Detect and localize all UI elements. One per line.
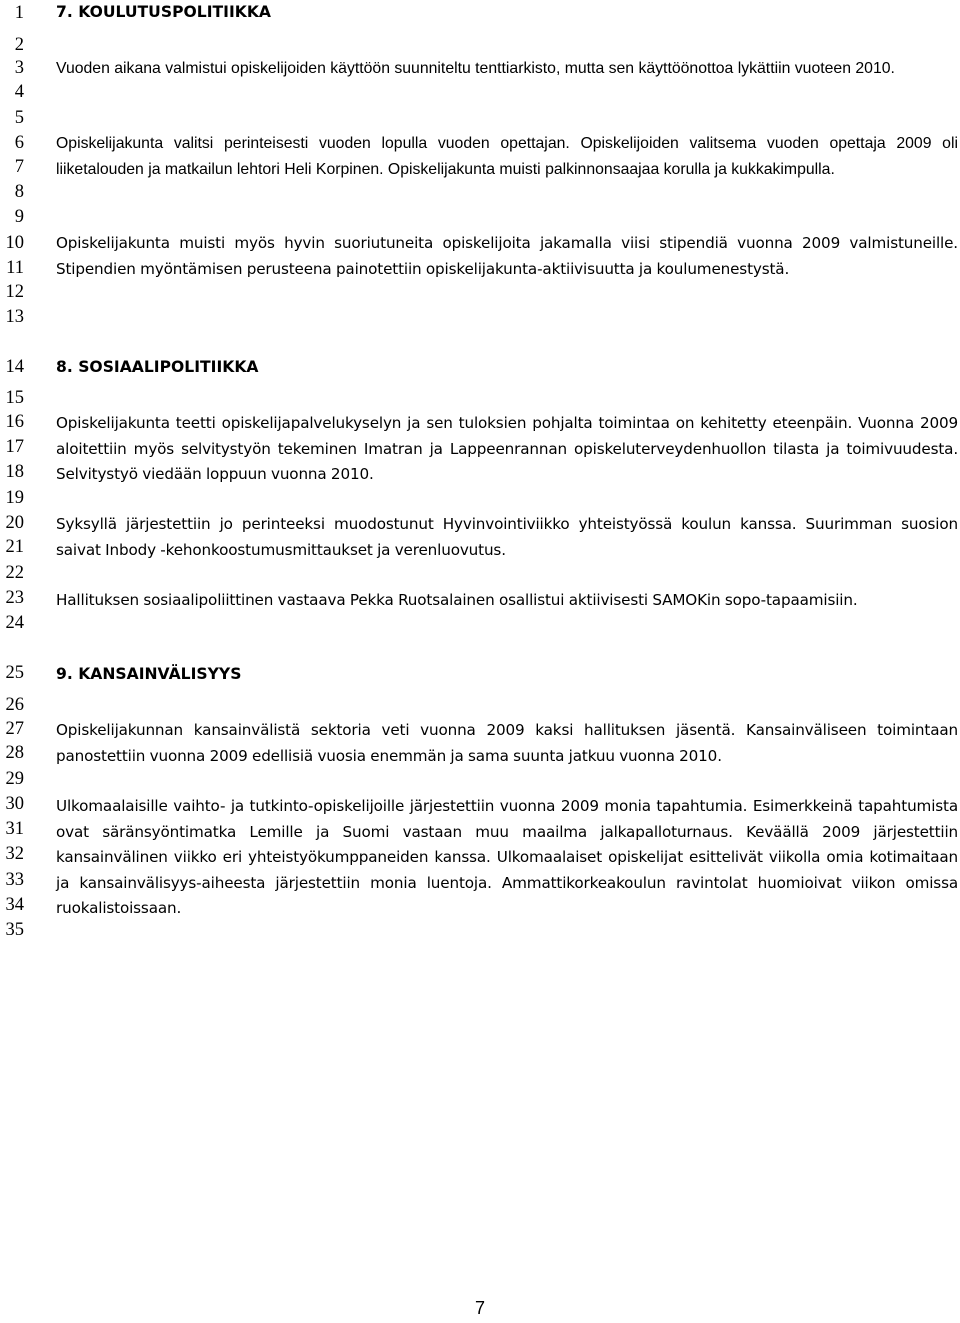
section-heading-sosiaalipolitiikka: 8. SOSIAALIPOLITIIKKA: [56, 358, 259, 376]
paragraph: Hallituksen sosiaalipoliittinen vastaava Pekka Ruotsalainen osallistui aktiivisesti SAMOKin sopo-tapaamisiin.: [56, 591, 858, 609]
page-number: 7: [474, 1298, 485, 1318]
line-number: 30: [5, 794, 24, 814]
line-number: 27: [5, 719, 24, 739]
line-number: 4: [14, 82, 24, 102]
line-number: 32: [5, 844, 24, 864]
line-number: 15: [5, 388, 24, 408]
line-number: 23: [5, 588, 24, 608]
line-number: 28: [5, 743, 24, 763]
line-number: 3: [14, 58, 24, 78]
line-number: 1: [14, 3, 24, 23]
paragraph: Opiskelijakunta teetti opiskelijapalvelukyselyn ja sen tuloksien pohjalta toimintaa on kehitetty eteenpäin. Vuonna 2009 aloitettiin myös selvitystyön tekeminen Imatran ja Lappeenrannan opiskeluterveydenhuollon tilasta ja toimivuudesta. Selvitystyö viedään loppuun vuonna 2010.: [56, 414, 958, 483]
line-number: 6: [14, 133, 24, 153]
section-heading-kansainvalisyys: 9. KANSAINVÄLISYYS: [56, 665, 242, 683]
section-heading-koulutuspolitiikka: 7. KOULUTUSPOLITIIKKA: [56, 3, 271, 21]
line-number: 20: [5, 513, 24, 533]
line-number: 26: [5, 695, 24, 715]
line-number: 17: [5, 437, 24, 457]
line-number: 33: [5, 870, 24, 890]
line-number: 19: [5, 488, 24, 508]
line-number: 34: [5, 895, 24, 915]
line-number: 21: [5, 537, 24, 557]
line-number: 8: [14, 182, 24, 202]
paragraph: Syksyllä järjestettiin jo perinteeksi muodostunut Hyvinvointiviikko yhteistyössä koulun kanssa. Suurimman suosion saivat Inbody -kehonkoostumusmittaukset ja verenluovutus.: [56, 515, 958, 559]
line-number: 14: [5, 357, 24, 377]
line-number: 25: [5, 663, 24, 683]
line-number: 13: [5, 307, 24, 327]
line-number: 24: [5, 613, 24, 633]
paragraph: Opiskelijakunnan kansainvälistä sektoria veti vuonna 2009 kaksi hallituksen jäsentä. Kansainväliseen toimintaan panostettiin vuonna 2009 edellisiä vuosia enemmän ja sama suunta jatkuu vuonna 2010.: [56, 721, 958, 765]
line-number: 7: [14, 157, 24, 177]
paragraph: Opiskelijakunta valitsi perinteisesti vuoden lopulla vuoden opettajan. Opiskelijoiden valitsema vuoden opettaja 2009 oli liiketalouden ja matkailun lehtori Heli Korpinen. Opiskelijakunta muisti palkinnonsaajaa korulla ja kukkakimpulla.: [56, 135, 958, 178]
line-number: 9: [14, 207, 24, 227]
paragraph: Opiskelijakunta muisti myös hyvin suoriutuneita opiskelijoita jakamalla viisi stipendiä vuonna 2009 valmistuneille. Stipendien myöntämisen perusteena painotettiin opiskelijakunta-aktiivisuutta ja koulumenestystä.: [56, 234, 958, 278]
paragraph: Ulkomaalaisille vaihto- ja tutkinto-opiskelijoille järjestettiin vuonna 2009 monia tapahtumia. Esimerkkeinä tapahtumista ovat säränsyöntimatka Lemille ja Suomi vastaan muu maailma jalkapalloturnaus. Keväällä 2009 järjestettiin kansainvälinen viikko eri yhteistyökumppaneiden kanssa. Ulkomaalaiset opiskelijat esittelivät viikolla omia kotimaitaan ja kansainvälisyys-aiheesta järjestettiin monia luentoja. Ammattikorkeakoulun ravintolat huomioivat viikon omissa ruokalistoissaan.: [56, 797, 958, 917]
line-number: 16: [5, 412, 24, 432]
line-number: 2: [14, 35, 24, 55]
line-number: 29: [5, 769, 24, 789]
paragraph: Vuoden aikana valmistui opiskelijoiden käyttöön suunniteltu tenttiarkisto, mutta sen käyttöönottoa lykättiin vuoteen 2010.: [56, 60, 895, 77]
line-number: 35: [5, 920, 24, 940]
line-number: 22: [5, 563, 24, 583]
line-number-gutter: [0, 0, 40, 1323]
line-number: 5: [14, 108, 24, 128]
line-number: 18: [5, 462, 24, 482]
line-number: 12: [5, 282, 24, 302]
line-number: 10: [5, 233, 24, 253]
line-number: 11: [6, 258, 24, 278]
line-number: 31: [5, 819, 24, 839]
